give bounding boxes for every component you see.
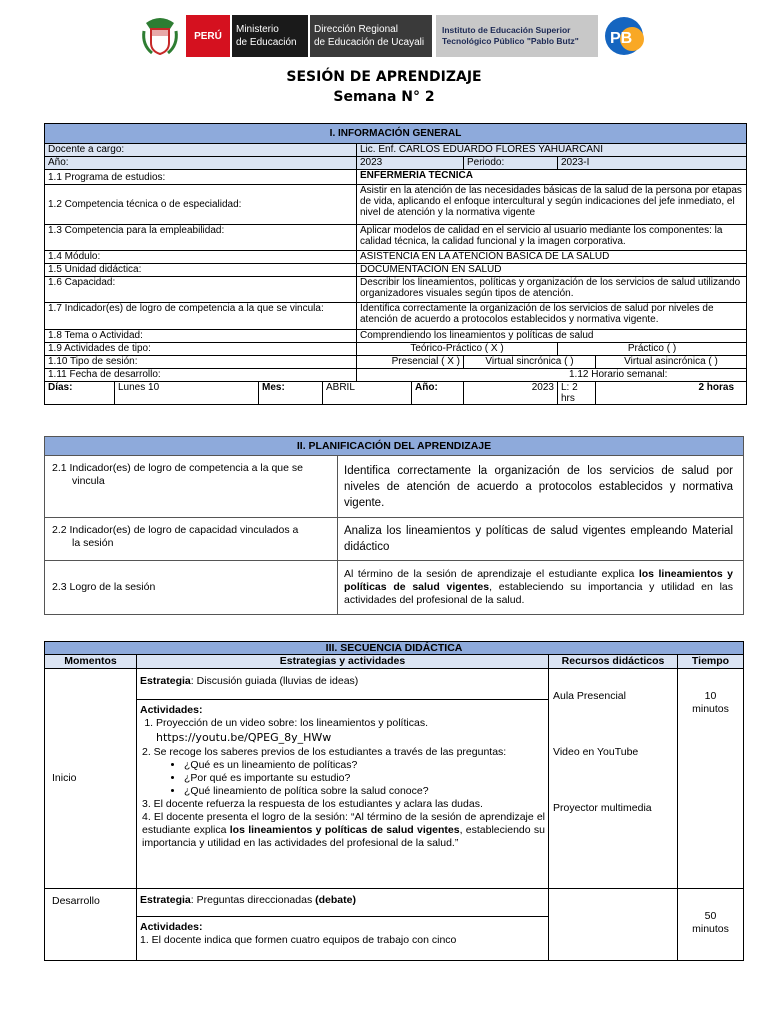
virtual-sincronica-option: Virtual sincrónica ( ) — [464, 356, 596, 369]
indicador-value: Identifica correctamente la organización de los servicios de salud por niveles de atención de acuerdo a protocolos establecidos y normativa vigente. — [357, 303, 747, 330]
periodo-value: 2023-I — [558, 157, 747, 170]
competencia-empleabilidad-label: 1.3 Competencia para la empleabilidad: — [45, 225, 357, 251]
section-1-header: I. INFORMACIÓN GENERAL — [45, 124, 747, 144]
logo-text: PB — [610, 30, 633, 47]
recursos-inicio — [549, 669, 678, 889]
pregunta-3: • ¿Qué lineamiento de política sobre la salud conoce? — [184, 785, 545, 798]
teorico-practico-option: Teórico-Práctico ( X ) — [357, 343, 558, 356]
desarrollo-estrategia: Estrategia: Preguntas direccionadas (debate) — [137, 889, 548, 917]
docente-value: Lic. Enf. CARLOS EDUARDO FLORES YAHUARCANI — [357, 144, 747, 157]
competencia-tecnica-value: Asistir en la atención de las necesidades básicas de la salud de la persona por etapas de vida, aplicando el enfoque intercultural y según indicaciones del jefe inmediato, el nivel de atención y la normativa vigente — [357, 185, 747, 225]
anio-label: Año: — [45, 157, 357, 170]
competencia-empleabilidad-value: Aplicar modelos de calidad en el servicio al usuario mediante los componentes: la calidad técnica, la calidad funcional y la imagen corporativa. — [357, 225, 747, 251]
programa-label: 1.1 Programa de estudios: — [45, 170, 357, 185]
actividad-4: 4. El docente presenta el logro de la sesión: “Al término de la sesión de aprendizaje el estudiante explica los lineamientos y políticas de salud vigentes, estableciendo su importancia y utilidad en las actividades del profesional de la salud.” — [142, 811, 545, 849]
practico-option: Práctico ( ) — [558, 343, 747, 356]
pregunta-2: • ¿Por qué es importante su estudio? — [184, 772, 545, 785]
tiempo-desarrollo: 50 minutos — [678, 889, 744, 961]
modulo-label: 1.4 Módulo: — [45, 251, 357, 264]
peru-coat-of-arms-icon — [140, 15, 180, 57]
programa-value: ENFERMERÍA TÉCNICA — [357, 170, 747, 185]
presencial-option: Presencial ( X ) — [357, 356, 464, 369]
direccion-regional-badge: Dirección Regional de Educación de Ucayali — [310, 15, 432, 57]
inicio-estrategia: Estrategia: Discusión guiada (lluvias de ideas) — [137, 669, 548, 700]
tipo-sesion-label: 1.10 Tipo de sesión: — [45, 356, 357, 369]
logro-sesion-value: Al término de la sesión de aprendizaje el estudiante explica los lineamientos y políticas de salud vigentes, estableciendo su importancia y utilidad en las actividades del profesional de la salud. — [338, 561, 744, 615]
dias-value: Lunes 10 — [115, 382, 259, 405]
ministerio-badge: Ministerio de Educación — [232, 15, 308, 57]
tema-label: 1.8 Tema o Actividad: — [45, 330, 357, 343]
momento-desarrollo: Desarrollo — [45, 889, 137, 961]
actividades-tipo-label: 1.9 Actividades de tipo: — [45, 343, 357, 356]
docente-label: Docente a cargo: — [45, 144, 357, 157]
modulo-value: ASISTENCIA EN LA ATENCIÓN BASICA DE LA SALUD — [357, 251, 747, 264]
horas-l: L: 2 hrs — [558, 382, 596, 405]
section-2-header: II. PLANIFICACIÓN DEL APRENDIZAJE — [45, 437, 744, 456]
secuencia-didactica-table — [44, 641, 744, 961]
estrategias-header: Estrategias y actividades — [137, 655, 549, 669]
horas-value: 2 horas — [596, 382, 747, 405]
actividad-3: 3. El docente refuerza la respuesta de los estudiantes y aclara las dudas. — [142, 798, 483, 810]
capacidad-value: Describir los lineamientos, políticas y organización de los servicios de salud utilizando organizadores visuales según tipos de atención. — [357, 277, 747, 303]
recursos-desarrollo — [549, 889, 678, 961]
recurso-aula: Aula Presencial — [553, 690, 626, 702]
page-title: SESIÓN DE APRENDIZAJE — [286, 69, 482, 85]
peru-badge: PERÚ — [186, 15, 230, 57]
informacion-general-table — [44, 123, 747, 405]
anio-value: 2023 — [357, 157, 464, 170]
instituto-badge: Instituto de Educación Superior Tecnológico Público "Pablo Butz" — [436, 15, 598, 57]
anio2-label: Año: — [412, 382, 464, 405]
actividades-label: Actividades: — [140, 704, 203, 716]
competencia-tecnica-label: 1.2 Competencia técnica o de especialidad: — [45, 185, 357, 225]
virtual-asincronica-option: Virtual asincrónica ( ) — [596, 356, 747, 369]
indicador-label: 1.7 Indicador(es) de logro de competencia a la que se vincula: — [45, 303, 357, 330]
momentos-header: Momentos — [45, 655, 137, 669]
mes-label: Mes: — [259, 382, 323, 405]
desarrollo-actividad-1: 1. El docente indica que formen cuatro equipos de trabajo con cinco — [140, 934, 457, 946]
indicador-competencia-label: 2.1 Indicador(es) de logro de competencia a la que se vincula — [45, 456, 338, 518]
desarrollo-actividades-label: Actividades: — [140, 921, 203, 933]
tema-value: Comprendiendo los lineamientos y políticas de salud — [357, 330, 747, 343]
section-3-header: III. SECUENCIA DIDÁCTICA — [45, 642, 744, 655]
actividad-2: 2. Se recoge los saberes previos de los estudiantes a través de las preguntas: — [142, 746, 507, 758]
indicador-capacidad-label: 2.2 Indicador(es) de logro de capacidad vinculados a la sesión — [45, 518, 338, 561]
pablo-butz-logo-icon — [602, 15, 648, 57]
indicador-capacidad-value: Analiza los lineamientos y políticas de salud vigentes empleando Material didáctico — [338, 518, 744, 561]
capacidad-label: 1.6 Capacidad: — [45, 277, 357, 303]
momento-inicio: Inicio — [45, 669, 137, 889]
indicador-competencia-value: Identifica correctamente la organización de los servicios de salud por niveles de atención de acuerdo a protocolos establecidos y normativa vigente. — [338, 456, 744, 518]
header-logos — [134, 15, 648, 59]
tiempo-inicio: 10 minutos — [678, 669, 744, 889]
logro-sesion-label: 2.3 Logro de la sesión — [45, 561, 338, 615]
anio2-value: 2023 — [464, 382, 558, 405]
periodo-label: Periodo: — [464, 157, 558, 170]
inicio-actividades — [137, 669, 549, 889]
video-link[interactable]: https://youtu.be/QPEG_8y_HWw — [156, 731, 332, 744]
tiempo-header: Tiempo — [678, 655, 744, 669]
recursos-header: Recursos didácticos — [549, 655, 678, 669]
fecha-label: 1.11 Fecha de desarrollo: — [45, 369, 357, 382]
pregunta-1: • ¿Qué es un lineamiento de políticas? — [184, 759, 545, 772]
page-subtitle: Semana N° 2 — [333, 89, 435, 105]
horario-label: 1.12 Horario semanal: — [357, 369, 747, 382]
planificacion-table — [44, 436, 744, 615]
recurso-proyector: Proyector multimedia — [553, 802, 652, 814]
mes-value: ABRIL — [323, 382, 412, 405]
desarrollo-actividades — [137, 889, 549, 961]
unidad-value: DOCUMENTACION EN SALUD — [357, 264, 747, 277]
unidad-label: 1.5 Unidad didáctica: — [45, 264, 357, 277]
actividad-1: 1. Proyección de un video sobre: los lineamientos y políticas. https://youtu.be/QPEG_8y_HWw — [156, 717, 545, 746]
dias-label: Días: — [45, 382, 115, 405]
recurso-video: Video en YouTube — [553, 746, 639, 758]
